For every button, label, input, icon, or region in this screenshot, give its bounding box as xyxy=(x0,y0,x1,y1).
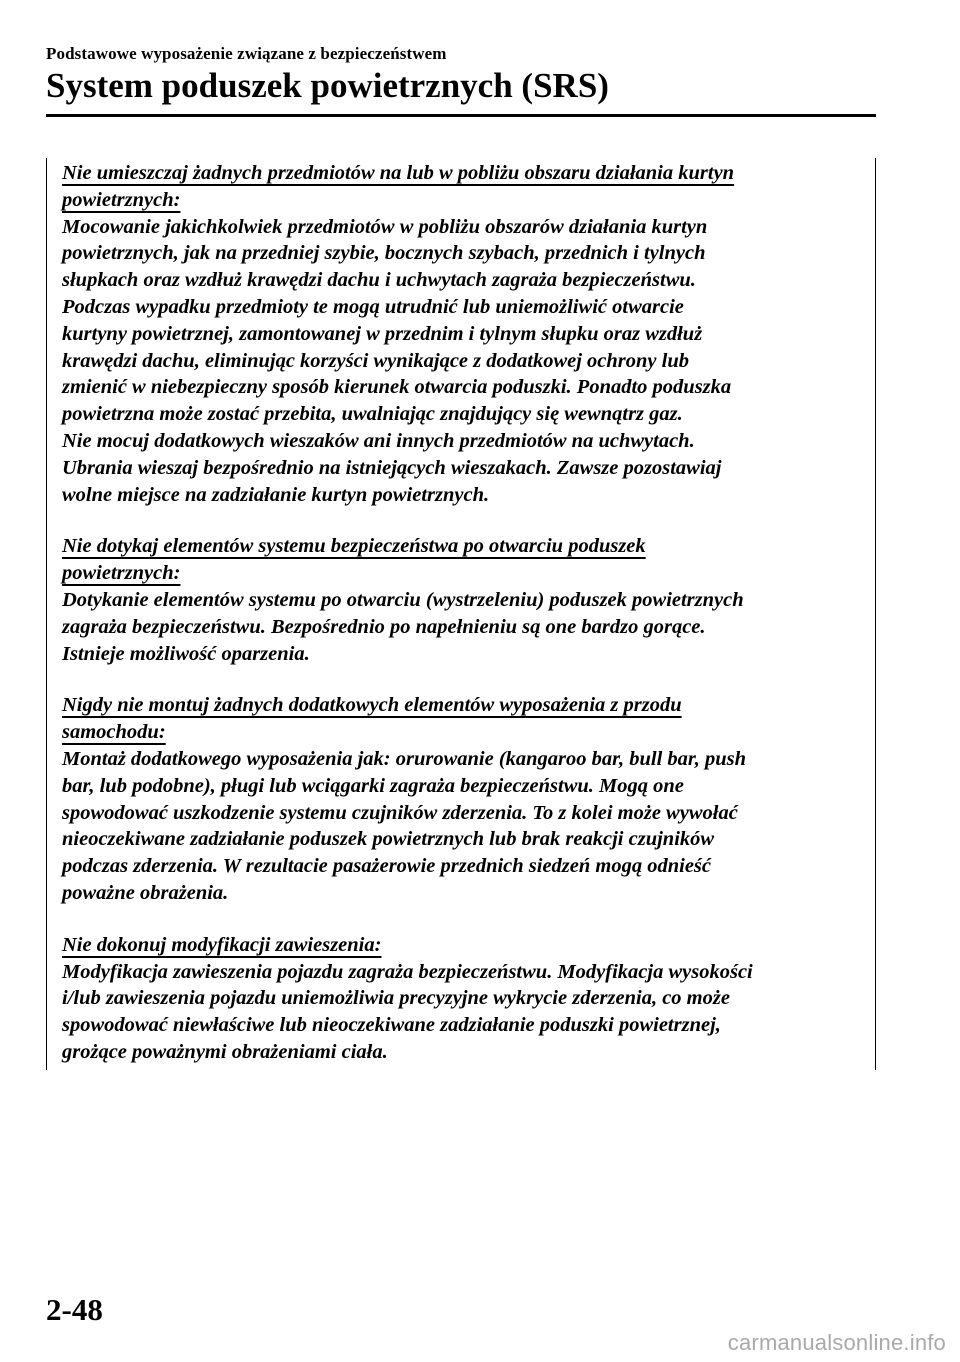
section-heading-line: samochodu: xyxy=(62,721,166,744)
body-line: Podczas wypadku przedmioty te mogą utrudnić lub uniemożliwić otwarcie xyxy=(62,295,684,318)
body-line: poważne obrażenia. xyxy=(62,881,229,904)
section-heading-line: Nie dokonuj modyfikacji zawieszenia: xyxy=(62,933,382,956)
section-body xyxy=(62,959,862,1066)
title-divider xyxy=(46,114,876,117)
section-heading-line: Nie umieszczaj żadnych przedmiotów na lub w pobliżu obszaru działania kurtyn xyxy=(62,162,735,184)
section-body xyxy=(62,587,862,667)
breadcrumb: Podstawowe wyposażenie związane z bezpieczeństwem xyxy=(46,44,447,63)
body-line: podczas zderzenia. W rezultacie pasażerowie przednich siedzeń mogą odnieść xyxy=(62,855,712,878)
section-heading xyxy=(62,692,862,746)
page-title: System poduszek powietrznych (SRS) xyxy=(46,66,609,105)
page-number: 2-48 xyxy=(46,1292,103,1327)
section-heading xyxy=(62,533,862,587)
body-line: Ubrania wieszaj bezpośrednio na istniejących wieszakach. Zawsze pozostawiaj xyxy=(62,456,722,479)
body-line: i/lub zawieszenia pojazdu uniemożliwia precyzyjne wykrycie zderzenia, co może xyxy=(62,987,730,1010)
section-heading-line: powietrznych: xyxy=(62,188,181,211)
watermark: carmanualsonline.info xyxy=(727,1330,946,1355)
body-line: nieoczekiwane zadziałanie poduszek powietrznych lub brak reakcji czujników xyxy=(62,828,715,851)
body-line: spowodować uszkodzenie systemu czujników zderzenia. To z kolei może wywołać xyxy=(62,801,738,824)
body-line: powietrznych, jak na przedniej szybie, bocznych szybach, przednich i tylnych xyxy=(62,242,706,265)
body-line: Mocowanie jakichkolwiek przedmiotów w pobliżu obszarów działania kurtyn xyxy=(62,215,708,238)
body-line: bar, lub podobne), pługi lub wciągarki zagraża bezpieczeństwu. Mogą one xyxy=(62,774,684,797)
body-line: Montaż dodatkowego wyposażenia jak: orurowanie (kangaroo bar, bull bar, push xyxy=(62,747,747,770)
warning-content xyxy=(62,160,862,1091)
body-line: Dotykanie elementów systemu po otwarciu (wystrzeleniu) poduszek powietrznych xyxy=(62,588,744,611)
warning-section xyxy=(62,533,862,667)
body-line: zmienić w niebezpieczny sposób kierunek otwarcia poduszki. Ponadto poduszka xyxy=(62,376,732,399)
body-line: Modyfikacja zawieszenia pojazdu zagraża bezpieczeństwu. Modyfikacja wysokości xyxy=(62,960,753,983)
body-line: słupkach oraz wzdłuż krawędzi dachu i uchwytach zagraża bezpieczeństwu. xyxy=(62,269,696,292)
section-heading xyxy=(62,932,862,959)
section-heading-line: Nigdy nie montuj żadnych dodatkowych elementów wyposażenia z przodu xyxy=(62,694,682,717)
body-line: zagraża bezpieczeństwu. Bezpośrednio po napełnieniu są one bardzo gorące. xyxy=(62,615,706,638)
section-body xyxy=(62,214,862,509)
warning-section xyxy=(62,160,862,508)
body-line: kurtyny powietrznej, zamontowanej w przednim i tylnym słupku oraz wzdłuż xyxy=(62,322,703,345)
section-heading xyxy=(62,160,862,214)
body-line: Istnieje możliwość oparzenia. xyxy=(62,642,310,665)
body-line: grożące poważnymi obrażeniami ciała. xyxy=(62,1040,388,1063)
section-heading-line: Nie dotykaj elementów systemu bezpieczeństwa po otwarciu poduszek xyxy=(62,535,646,558)
body-line: Nie mocuj dodatkowych wieszaków ani innych przedmiotów na uchwytach. xyxy=(62,429,695,452)
warning-section xyxy=(62,932,862,1066)
body-line: krawędzi dachu, eliminując korzyści wynikające z dodatkowej ochrony lub xyxy=(62,349,689,372)
body-line: spowodować niewłaściwe lub nieoczekiwane zadziałanie poduszki powietrznej, xyxy=(62,1014,721,1037)
warning-section xyxy=(62,692,862,906)
body-line: powietrzna może zostać przebita, uwalniając znajdujący się wewnątrz gaz. xyxy=(62,403,683,426)
section-heading-line: powietrznych: xyxy=(62,562,181,585)
body-line: wolne miejsce na zadziałanie kurtyn powietrznych. xyxy=(62,483,490,506)
section-body xyxy=(62,746,862,907)
